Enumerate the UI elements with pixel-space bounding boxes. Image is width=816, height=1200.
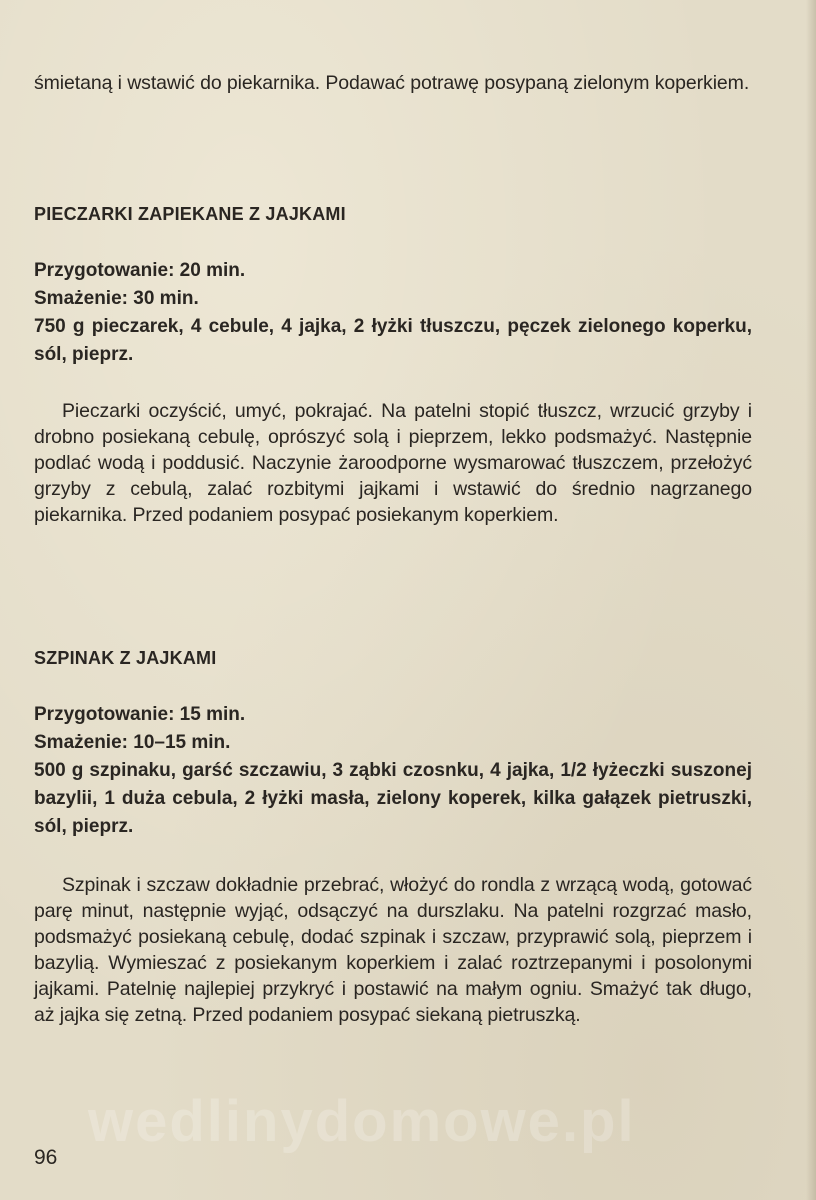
page-number: 96 — [34, 1146, 58, 1169]
intro-paragraph: śmietaną i wstawić do piekarnika. Podawać potrawę posypaną zielonym koperkiem. — [34, 72, 750, 94]
ingredients-list: 500 g szpinaku, garść szczawiu, 3 ząbki czosnku, 4 jajka, 1/2 łyżeczki suszonej bazylii, 1 duża cebula, 2 łyżki masła, zielony koperek, kilka gałązek pietruszki, sól, pieprz. — [34, 760, 752, 837]
ingredients-list: 750 g pieczarek, 4 cebule, 4 jajka, 2 łyżki tłuszczu, pęczek zielonego koperku, sól, pieprz. — [34, 316, 752, 365]
watermark: wedlinydomowe.pl — [88, 1089, 636, 1154]
recipe-instructions-mushrooms: Pieczarki oczyścić, umyć, pokrajać. Na patelni stopić tłuszcz, wrzucić grzyby i drobno posiekaną cebulę, oprószyć solą i pieprzem, lekko podsmażyć. Następnie podlać wodą i poddusić. Naczynie żaroodporne wysmarować tłuszczem, przełożyć grzyby z cebulą, zalać rozbitymi jajkami i wstawić do średnio nagrzanego piekarnika. Przed podaniem posypać posiekanym koperkiem. — [34, 400, 752, 526]
recipe-title-spinach: SZPINAK Z JAJKAMI — [34, 648, 217, 668]
preparation-time: Przygotowanie: 20 min. — [34, 260, 246, 281]
frying-time: Smażenie: 10–15 min. — [34, 732, 231, 753]
recipe-meta-spinach — [34, 701, 752, 841]
frying-time: Smażenie: 30 min. — [34, 288, 199, 309]
recipe-meta-mushrooms — [34, 257, 752, 369]
recipe-instructions-spinach: Szpinak i szczaw dokładnie przebrać, włożyć do rondla z wrzącą wodą, gotować parę minut, następnie wyjąć, odsączyć na durszlaku. Na patelni rozgrzać masło, podsmażyć posiekaną cebulę, dodać szpinak i szczaw, przyprawić solą, pieprzem i bazylią. Wymieszać z posiekanym koperkiem i zalać roztrzepanymi i posolonymi jajkami. Patelnię najlepiej przykryć i postawić na małym ogniu. Smażyć tak długo, aż jajka się zetną. Przed podaniem posypać siekaną pietruszką. — [34, 874, 752, 1026]
recipe-title-mushrooms: PIECZARKI ZAPIEKANE Z JAJKAMI — [34, 204, 346, 224]
page-edge-shadow — [806, 0, 816, 1200]
preparation-time: Przygotowanie: 15 min. — [34, 704, 246, 725]
